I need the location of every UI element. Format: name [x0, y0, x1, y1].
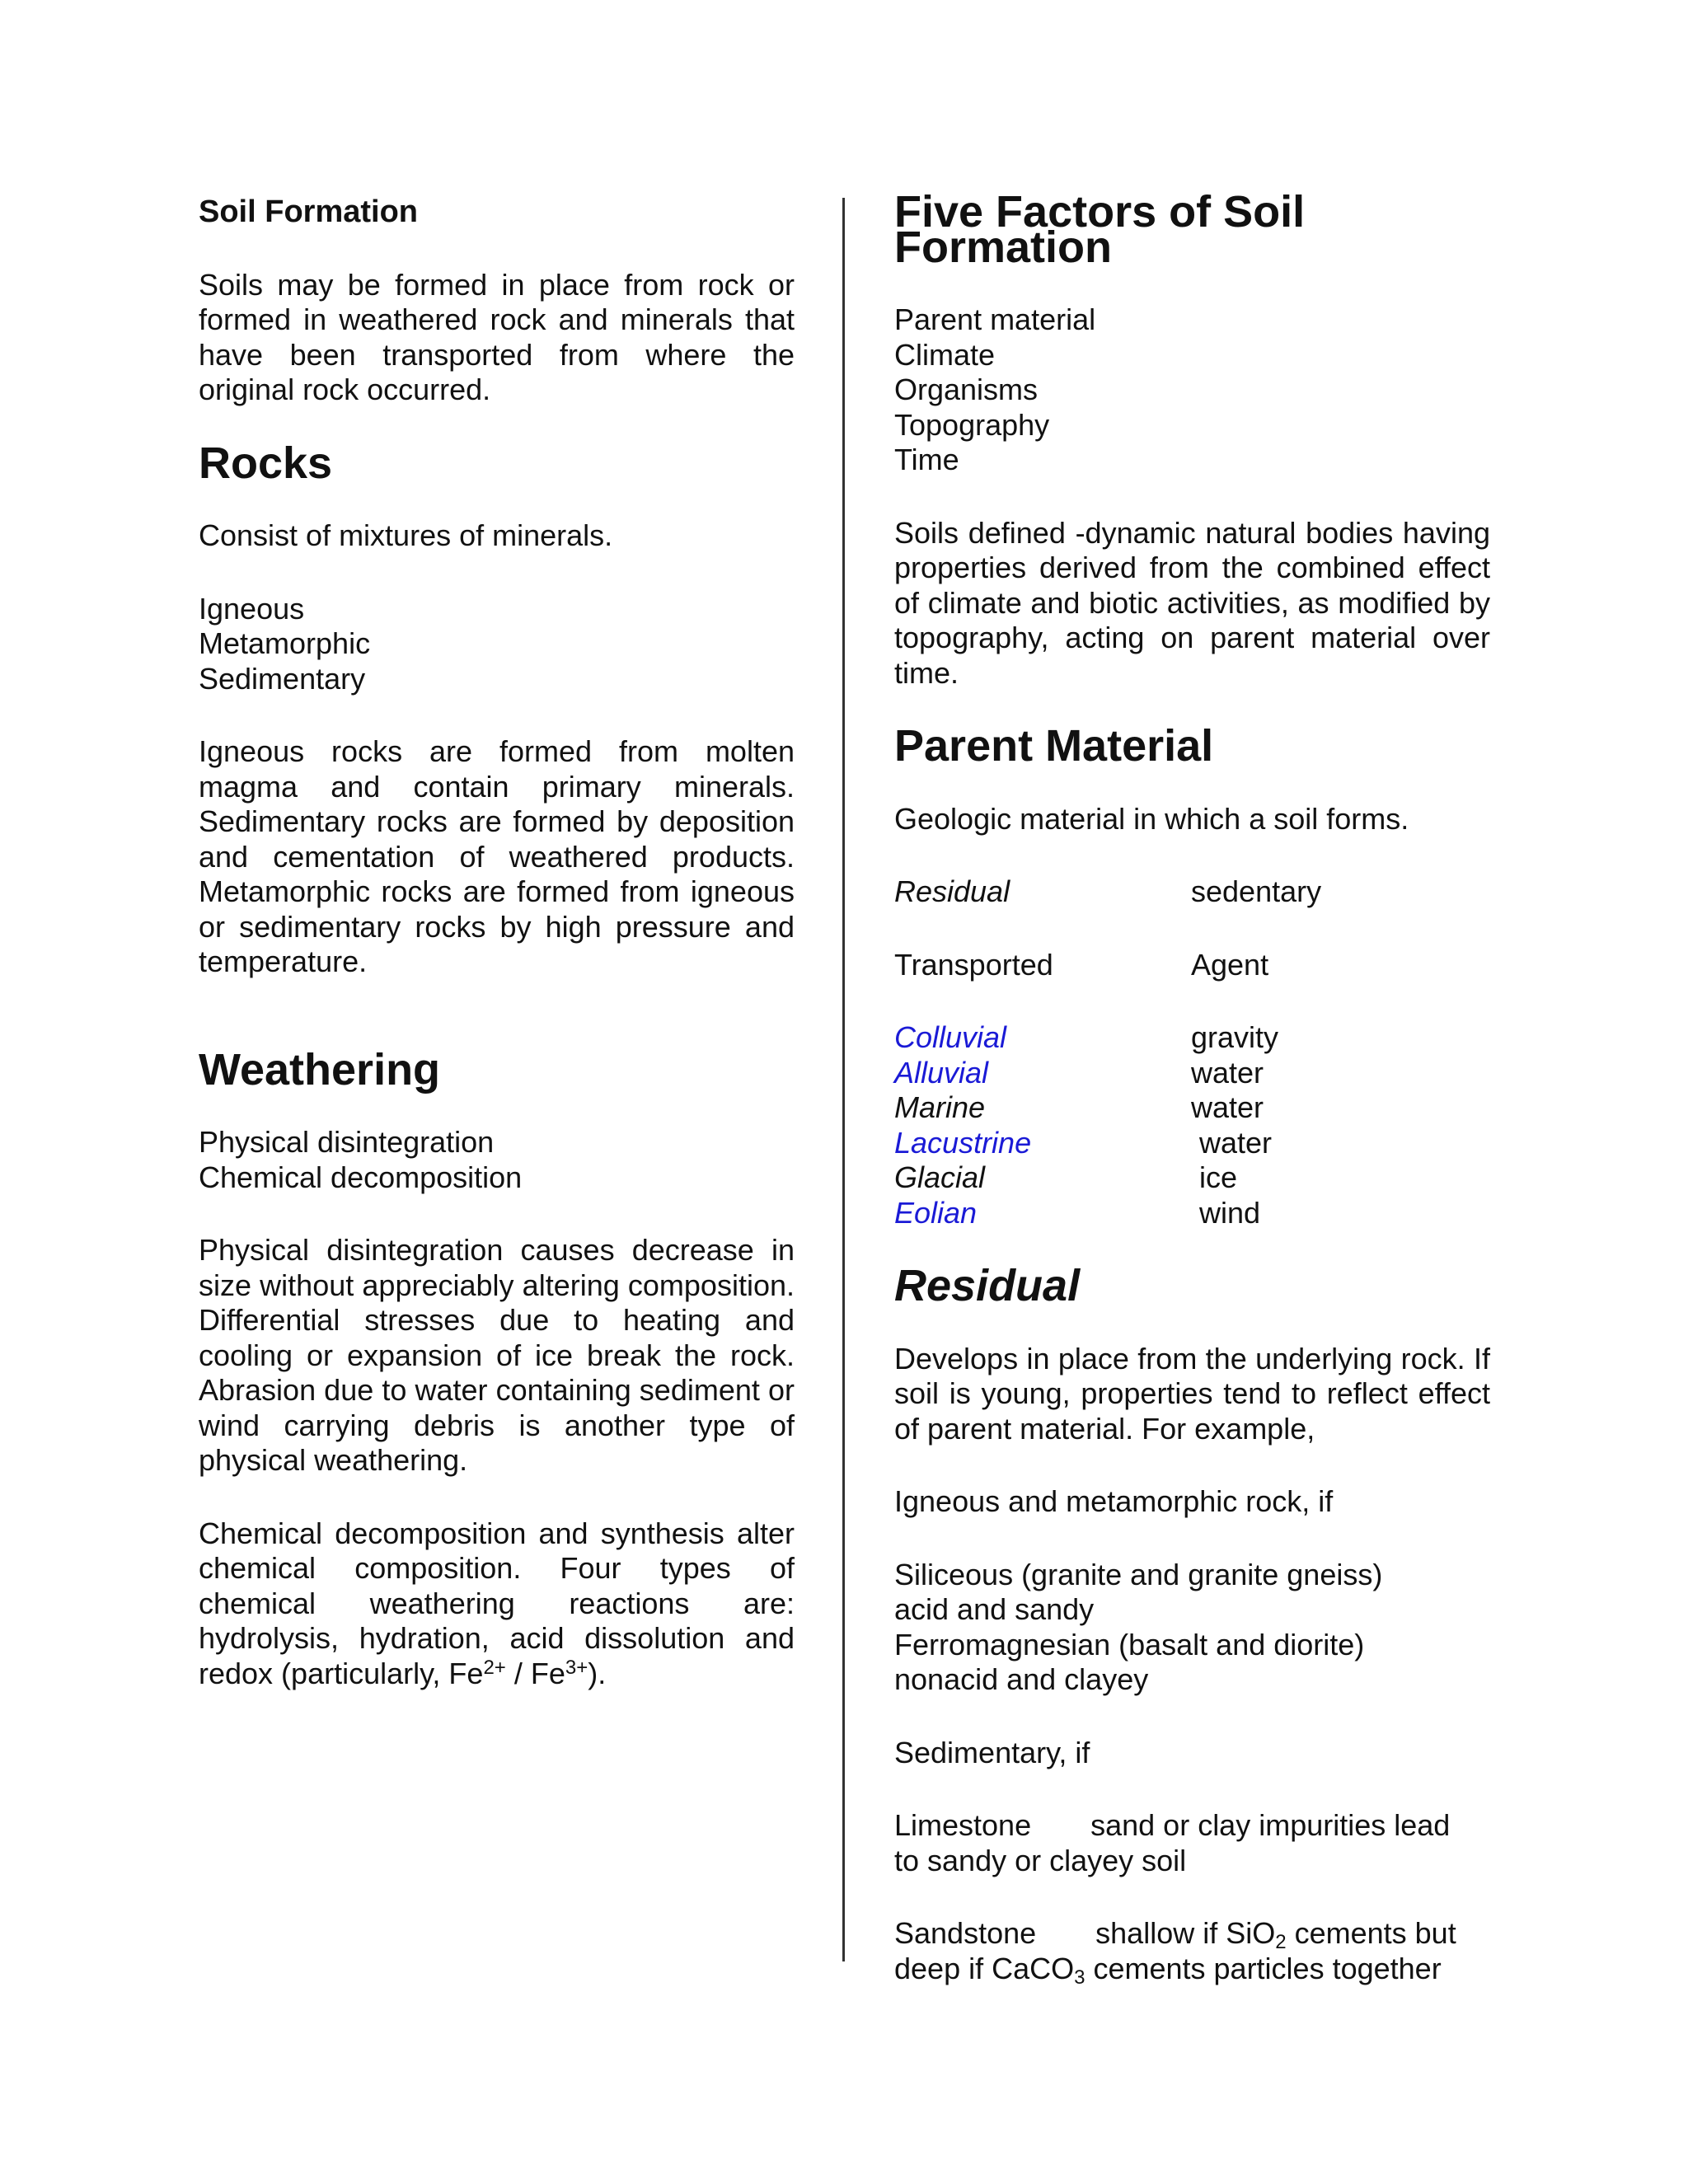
list-item: Physical disintegration [199, 1125, 495, 1159]
agent-row [894, 1090, 1490, 1126]
agent-eolian-link[interactable]: Eolian [894, 1195, 978, 1230]
residual-paragraph: Develops in place from the underlying rock. If soil is young, properties tend to reflect effect of parent material. For example, [894, 1341, 1490, 1446]
agent-key: Marine [894, 1090, 986, 1124]
weathering-types-list [199, 1125, 795, 1195]
list-item: Sedimentary [199, 661, 366, 696]
rocks-description: Consist of mixtures of minerals. [199, 518, 613, 552]
agent-alluvial-link[interactable]: Alluvial [894, 1055, 989, 1090]
list-item: Ferromagnesian (basalt and diorite) [894, 1627, 1365, 1661]
physical-paragraph: Physical disintegration causes decrease in size without appreciably altering composition. Differential stresses due to heating and cooling or expansion of ice break the rock. Abrasion due to water containing sediment or wind carrying debris is another type of physical weathering. [199, 1233, 795, 1477]
soils-defined-paragraph: Soils defined -dynamic natural bodies having properties derived from the combined effect of climate and biotic activities, as modified by topography, acting on parent material over time. [894, 515, 1490, 690]
transported-row [894, 948, 1490, 983]
agent-key: Glacial [894, 1160, 986, 1194]
rocks-paragraph: Igneous rocks are formed from molten magma and contain primary minerals. Sedimentary rocks are formed by deposition and cementation of weathered products. Metamorphic rocks are formed from igneous or sedimentary rocks by high pressure and temperature. [199, 734, 795, 978]
page-title: Soil Formation [199, 194, 418, 229]
right-column [894, 187, 1490, 1989]
siliceous-list [894, 1558, 1490, 1698]
row-value: Agent [1191, 947, 1269, 982]
residual-heading: Residual [894, 1261, 1081, 1310]
list-item: nonacid and clayey [894, 1662, 1149, 1696]
agent-row [894, 1160, 1490, 1196]
list-item: acid and sandy [894, 1592, 1095, 1626]
row-key: Residual [894, 874, 1010, 908]
list-item: Metamorphic [199, 626, 371, 660]
limestone-text: sand or clay impurities lead [1090, 1808, 1451, 1842]
list-item: Topography [894, 407, 1050, 442]
intro-paragraph: Soils may be formed in place from rock or formed in weathered rock and minerals that have been transported from where the original rock occurred. [199, 267, 795, 406]
agent-value: water [1191, 1090, 1264, 1124]
agent-row [894, 1056, 1490, 1091]
agent-lacustrine-link[interactable]: Lacustrine [894, 1125, 1032, 1160]
limestone-label: Limestone [894, 1808, 1032, 1842]
limestone-entry [894, 1808, 1490, 1878]
rock-types-list [199, 592, 795, 697]
limestone-continuation: to sandy or clayey soil [894, 1843, 1187, 1877]
agent-value: gravity [1191, 1020, 1279, 1054]
agent-value: wind [1199, 1195, 1261, 1230]
row-key: Transported [894, 947, 1053, 982]
column-divider [842, 198, 845, 1961]
sandstone-entry: Sandstone shallow if SiO$_2$ cements but deep if CaCO$_3$ cements particles together [894, 1916, 1456, 1989]
left-column [199, 194, 795, 1691]
agents-table [894, 1020, 1490, 1230]
weathering-heading: Weathering [199, 1044, 441, 1094]
agent-value: ice [1199, 1160, 1238, 1194]
row-value: sedentary [1191, 874, 1322, 908]
list-item: Time [894, 443, 959, 476]
factors-list [894, 302, 1490, 478]
residual-row [894, 874, 1490, 910]
list-item: Organisms [894, 373, 1039, 406]
list-item: Climate [894, 337, 996, 372]
parent-material-heading: Parent Material [894, 721, 1214, 771]
sedimentary-if-text: Sedimentary, if [894, 1735, 1090, 1769]
agent-value: water [1199, 1125, 1273, 1160]
chemical-paragraph: Chemical decomposition and synthesis alter chemical composition. Four types of chemical weathering reactions are: hydrolysis, hydration, acid dissolution and redox (particularly, $Fe^{2+} / Fe^{3+}$). [199, 1516, 795, 1690]
list-item: Igneous [199, 591, 305, 626]
list-item: Chemical decomposition [199, 1160, 523, 1194]
igneous-if-text: Igneous and metamorphic rock, if [894, 1484, 1334, 1518]
rocks-heading: Rocks [199, 438, 333, 488]
agent-value: water [1191, 1055, 1264, 1090]
sandstone-label: Sandstone [894, 1916, 1037, 1950]
agent-colluvial-link[interactable]: Colluvial [894, 1020, 1007, 1054]
list-item: Siliceous (granite and granite gneiss) [894, 1557, 1383, 1591]
parent-material-description: Geologic material in which a soil forms. [894, 801, 1409, 836]
list-item: Parent material [894, 302, 1096, 336]
agent-row [894, 1126, 1490, 1161]
agent-row [894, 1020, 1490, 1056]
agent-row [894, 1196, 1490, 1231]
factors-heading: Five Factors of Soil Formation [894, 187, 1306, 272]
